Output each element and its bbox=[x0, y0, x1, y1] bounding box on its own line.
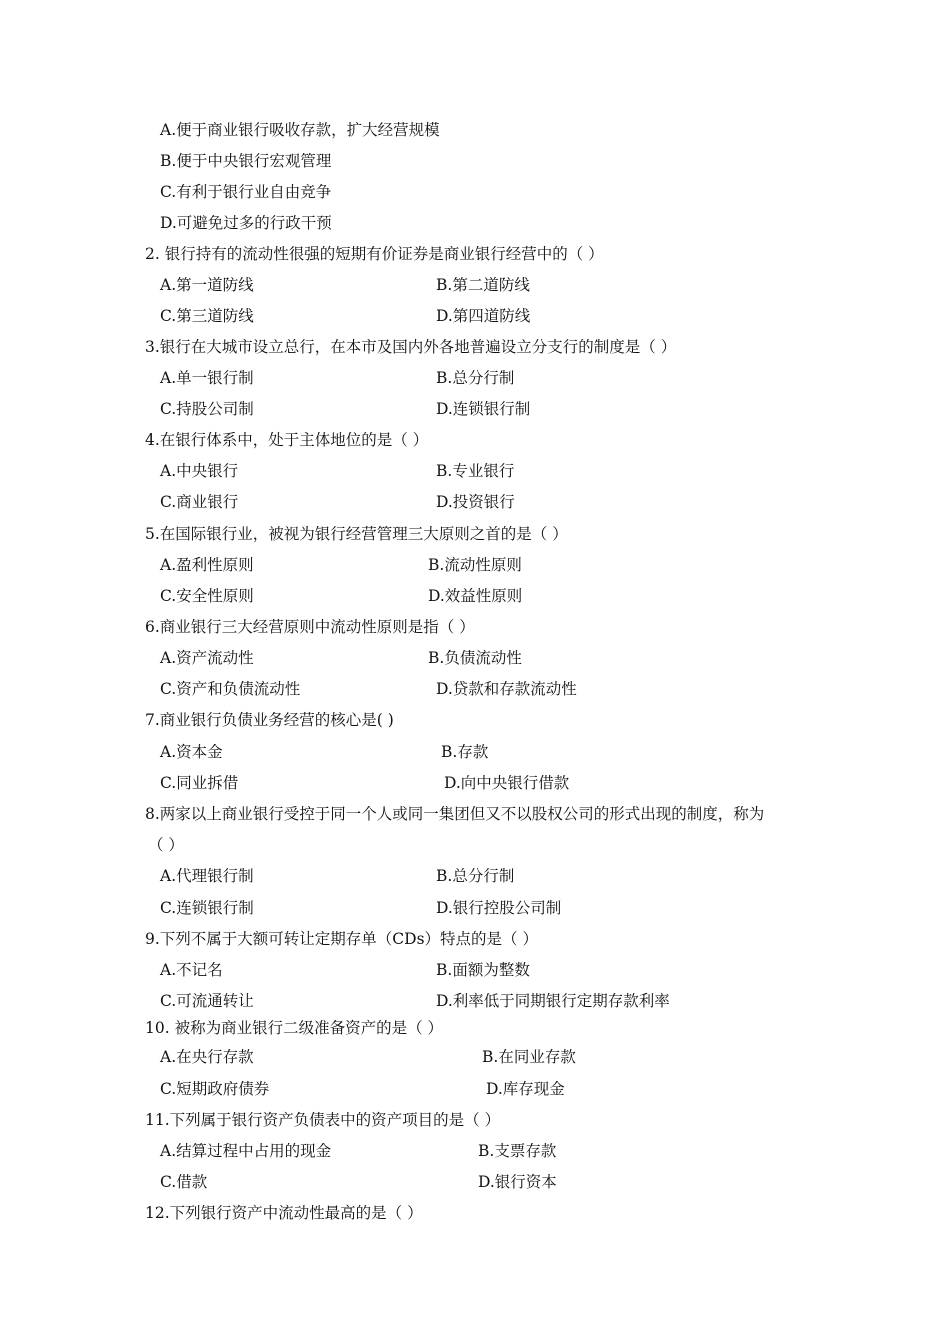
option-text: D.利率低于同期银行定期存款利率 bbox=[436, 992, 670, 1010]
option-text: C.安全性原则 bbox=[160, 587, 254, 605]
option-text: B.存款 bbox=[441, 743, 489, 761]
option-text: A.第一道防线 bbox=[160, 276, 254, 294]
question-stem: 4.在银行体系中，处于主体地位的是（ ） bbox=[145, 431, 429, 449]
option-text: D.连锁银行制 bbox=[436, 400, 531, 418]
option-text: D.第四道防线 bbox=[436, 307, 531, 325]
option-text: C.同业拆借 bbox=[160, 774, 239, 792]
option-text: A.资产流动性 bbox=[160, 649, 254, 667]
option-text: B.便于中央银行宏观管理 bbox=[160, 152, 332, 170]
option-text: D.银行控股公司制 bbox=[436, 899, 562, 917]
question-stem: 3.银行在大城市设立总行，在本市及国内外各地普遍设立分支行的制度是（ ） bbox=[145, 338, 677, 356]
option-text: D.贷款和存款流动性 bbox=[436, 680, 577, 698]
question-stem: 6.商业银行三大经营原则中流动性原则是指（ ） bbox=[145, 618, 475, 636]
option-text: B.面额为整数 bbox=[436, 961, 530, 979]
option-text: B.负债流动性 bbox=[428, 649, 522, 667]
option-text: A.代理银行制 bbox=[160, 867, 254, 885]
option-text: B.支票存款 bbox=[478, 1142, 557, 1160]
question-stem: 10. 被称为商业银行二级准备资产的是（ ） bbox=[145, 1019, 444, 1037]
option-text: A.在央行存款 bbox=[160, 1048, 254, 1066]
option-text: B.总分行制 bbox=[436, 867, 515, 885]
option-text: A.资本金 bbox=[160, 743, 223, 761]
option-text: A.单一银行制 bbox=[160, 369, 254, 387]
option-text: D.可避免过多的行政干预 bbox=[160, 214, 332, 232]
option-text: A.结算过程中占用的现金 bbox=[160, 1142, 332, 1160]
question-stem: 8.两家以上商业银行受控于同一个人或同一集团但又不以股权公司的形式出现的制度，称为 bbox=[145, 805, 765, 823]
option-text: D.投资银行 bbox=[436, 493, 515, 511]
option-text: C.持股公司制 bbox=[160, 400, 254, 418]
option-text: C.连锁银行制 bbox=[160, 899, 254, 917]
option-text: B.专业银行 bbox=[436, 462, 515, 480]
question-stem-continuation: （ ） bbox=[148, 836, 184, 854]
question-stem: 5.在国际银行业，被视为银行经营管理三大原则之首的是（ ） bbox=[145, 525, 568, 543]
option-text: D.向中央银行借款 bbox=[444, 774, 570, 792]
question-stem: 11.下列属于银行资产负债表中的资产项目的是（ ） bbox=[145, 1111, 501, 1129]
option-text: C.商业银行 bbox=[160, 493, 239, 511]
option-text: C.有利于银行业自由竞争 bbox=[160, 183, 332, 201]
option-text: C.资产和负债流动性 bbox=[160, 680, 301, 698]
option-text: C.第三道防线 bbox=[160, 307, 254, 325]
option-text: D.效益性原则 bbox=[428, 587, 523, 605]
option-text: B.流动性原则 bbox=[428, 556, 522, 574]
option-text: B.总分行制 bbox=[436, 369, 515, 387]
question-stem: 9.下列不属于大额可转让定期存单（CDs）特点的是（ ） bbox=[145, 930, 538, 948]
option-text: C.可流通转让 bbox=[160, 992, 254, 1010]
option-text: A.不记名 bbox=[160, 961, 223, 979]
option-text: D.银行资本 bbox=[478, 1173, 557, 1191]
question-stem: 2. 银行持有的流动性很强的短期有价证券是商业银行经营中的（ ） bbox=[145, 245, 604, 263]
option-text: C.借款 bbox=[160, 1173, 208, 1191]
option-text: A.中央银行 bbox=[160, 462, 239, 480]
option-text: B.在同业存款 bbox=[482, 1048, 576, 1066]
option-text: A.便于商业银行吸收存款，扩大经营规模 bbox=[160, 121, 440, 139]
option-text: C.短期政府债券 bbox=[160, 1080, 270, 1098]
option-text: D.库存现金 bbox=[486, 1080, 565, 1098]
question-stem: 12.下列银行资产中流动性最高的是（ ） bbox=[145, 1204, 423, 1222]
option-text: A.盈利性原则 bbox=[160, 556, 254, 574]
option-text: B.第二道防线 bbox=[436, 276, 530, 294]
question-stem: 7.商业银行负债业务经营的核心是( ) bbox=[145, 711, 394, 729]
